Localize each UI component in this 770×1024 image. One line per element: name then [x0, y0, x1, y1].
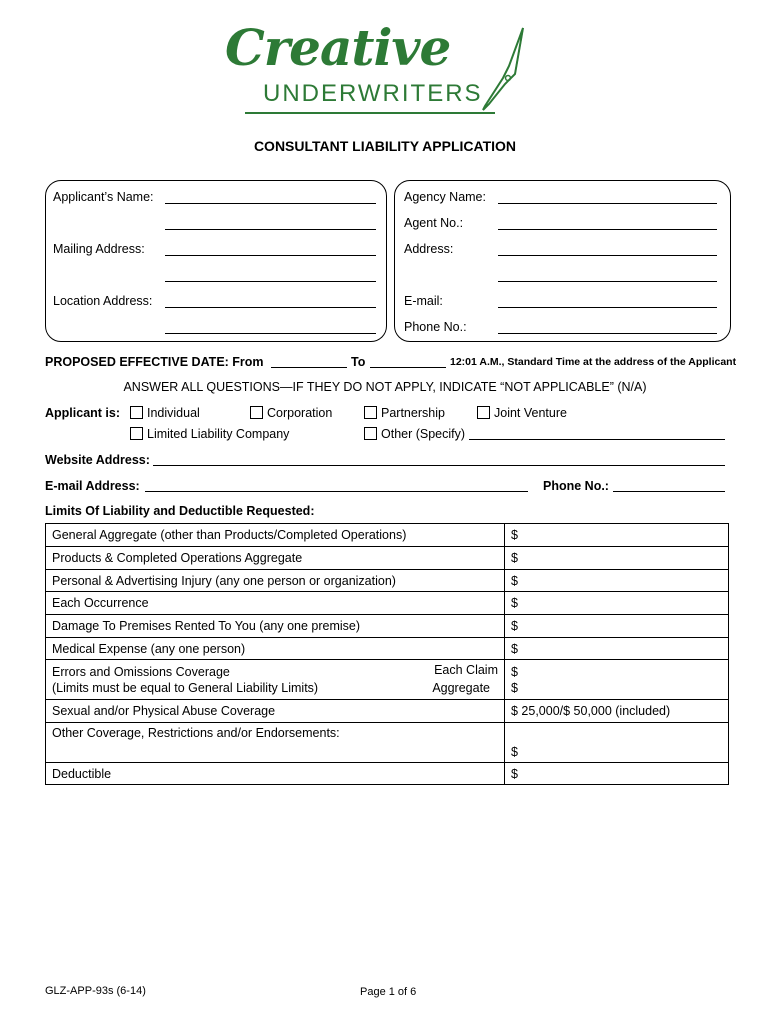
mailing-address-field-2[interactable] — [165, 281, 376, 282]
phone-label: Phone No.: — [543, 479, 609, 493]
mailing-address-field[interactable] — [165, 255, 376, 256]
applicant-is-label: Applicant is: — [45, 406, 121, 420]
deductible-amount[interactable]: $ — [505, 763, 729, 785]
medical-expense-amount[interactable]: $ — [505, 638, 729, 660]
agency-email-label: E-mail: — [404, 294, 443, 308]
location-address-label: Location Address: — [53, 294, 153, 308]
damage-premises-amount[interactable]: $ — [505, 615, 729, 638]
email-label: E-mail Address: — [45, 479, 140, 493]
eo-aggregate-amount[interactable]: $ — [511, 680, 518, 695]
eo-coverage-note: (Limits must be equal to General Liability Limits) — [52, 680, 319, 695]
table-row — [46, 763, 729, 785]
other-checkbox[interactable] — [364, 427, 377, 440]
table-row — [46, 723, 729, 763]
logo-script-word: Creative — [225, 18, 451, 77]
partnership-checkbox[interactable] — [364, 406, 377, 419]
agency-phone-field[interactable] — [498, 333, 717, 334]
effective-time-note: 12:01 A.M., Standard Time at the address of the Applicant — [450, 356, 737, 368]
agency-address-field-2[interactable] — [498, 281, 717, 282]
abuse-coverage-label: Sexual and/or Physical Abuse Coverage — [46, 700, 505, 723]
email-field[interactable] — [145, 491, 528, 492]
eo-aggregate-label: Aggregate — [432, 681, 490, 695]
page-number: Page 1 of 6 — [360, 986, 417, 998]
instruction-text: ANSWER ALL QUESTIONS—IF THEY DO NOT APPLY, INDICATE “NOT APPLICABLE” (N/A) — [123, 380, 647, 394]
joint-venture-checkbox[interactable] — [477, 406, 490, 419]
company-logo — [225, 18, 535, 112]
table-row — [46, 547, 729, 570]
joint-venture-label: Joint Venture — [494, 406, 567, 420]
agency-phone-label: Phone No.: — [404, 320, 467, 334]
applicant-name-field[interactable] — [165, 203, 376, 204]
agency-name-field[interactable] — [498, 203, 717, 204]
applicant-info-box — [45, 180, 387, 342]
page-title: CONSULTANT LIABILITY APPLICATION — [253, 138, 517, 154]
each-occurrence-amount[interactable]: $ — [505, 592, 729, 615]
general-aggregate-amount[interactable]: $ — [505, 524, 729, 547]
pen-nib-icon — [475, 26, 535, 112]
effective-to-field[interactable] — [370, 367, 446, 368]
applicant-name-field-2[interactable] — [165, 229, 376, 230]
agency-address-field[interactable] — [498, 255, 717, 256]
table-row — [46, 570, 729, 592]
abuse-coverage-amount: $ 25,000/$ 50,000 (included) — [505, 700, 729, 723]
personal-injury-label: Personal & Advertising Injury (any one person or organization) — [46, 570, 505, 592]
agency-address-label: Address: — [404, 242, 454, 256]
mailing-address-label: Mailing Address: — [53, 242, 145, 256]
effective-to-label: To — [351, 355, 366, 369]
individual-label: Individual — [147, 406, 200, 420]
medical-expense-label: Medical Expense (any one person) — [46, 638, 505, 660]
table-row — [46, 638, 729, 660]
each-claim-label: Each Claim — [434, 663, 498, 677]
products-label: Products & Completed Operations Aggregate — [46, 547, 505, 570]
each-occurrence-label: Each Occurrence — [46, 592, 505, 615]
logo-company-name: UNDERWRITERS — [263, 80, 483, 107]
effective-from-label: PROPOSED EFFECTIVE DATE: From — [45, 355, 264, 369]
eo-coverage-label: Errors and Omissions Coverage — [52, 664, 230, 679]
table-row — [46, 700, 729, 723]
agency-email-field[interactable] — [498, 307, 717, 308]
website-label: Website Address: — [45, 453, 150, 467]
corporation-label: Corporation — [267, 406, 333, 420]
other-coverage-label: Other Coverage, Restrictions and/or Endorsements: — [46, 723, 505, 763]
individual-checkbox[interactable] — [130, 406, 143, 419]
location-address-field[interactable] — [165, 307, 376, 308]
table-row — [46, 592, 729, 615]
phone-field[interactable] — [613, 491, 725, 492]
personal-injury-amount[interactable]: $ — [505, 570, 729, 592]
corporation-checkbox[interactable] — [250, 406, 263, 419]
website-field[interactable] — [153, 465, 725, 466]
agent-no-label: Agent No.: — [404, 216, 464, 230]
applicant-name-label: Applicant’s Name: — [53, 190, 154, 204]
other-specify-field[interactable] — [469, 439, 725, 440]
limits-table — [45, 523, 729, 785]
form-id: GLZ-APP-93s (6-14) — [45, 985, 146, 997]
eo-each-claim-amount[interactable]: $ — [511, 664, 518, 679]
table-row — [46, 660, 729, 700]
agency-name-label: Agency Name: — [404, 190, 486, 204]
general-aggregate-label: General Aggregate (other than Products/Completed Operations) — [46, 524, 505, 547]
deductible-label: Deductible — [46, 763, 505, 785]
llc-label: Limited Liability Company — [147, 427, 290, 441]
logo-underline — [245, 112, 495, 114]
agency-info-box — [394, 180, 731, 342]
partnership-label: Partnership — [381, 406, 445, 420]
products-amount[interactable]: $ — [505, 547, 729, 570]
limits-heading: Limits Of Liability and Deductible Requested: — [45, 504, 315, 518]
other-label: Other (Specify) — [381, 427, 466, 441]
location-address-field-2[interactable] — [165, 333, 376, 334]
llc-checkbox[interactable] — [130, 427, 143, 440]
table-row — [46, 524, 729, 547]
table-row — [46, 615, 729, 638]
effective-from-field[interactable] — [271, 367, 347, 368]
agent-no-field[interactable] — [498, 229, 717, 230]
other-coverage-amount[interactable]: $ — [505, 723, 729, 763]
damage-premises-label: Damage To Premises Rented To You (any one premise) — [46, 615, 505, 638]
